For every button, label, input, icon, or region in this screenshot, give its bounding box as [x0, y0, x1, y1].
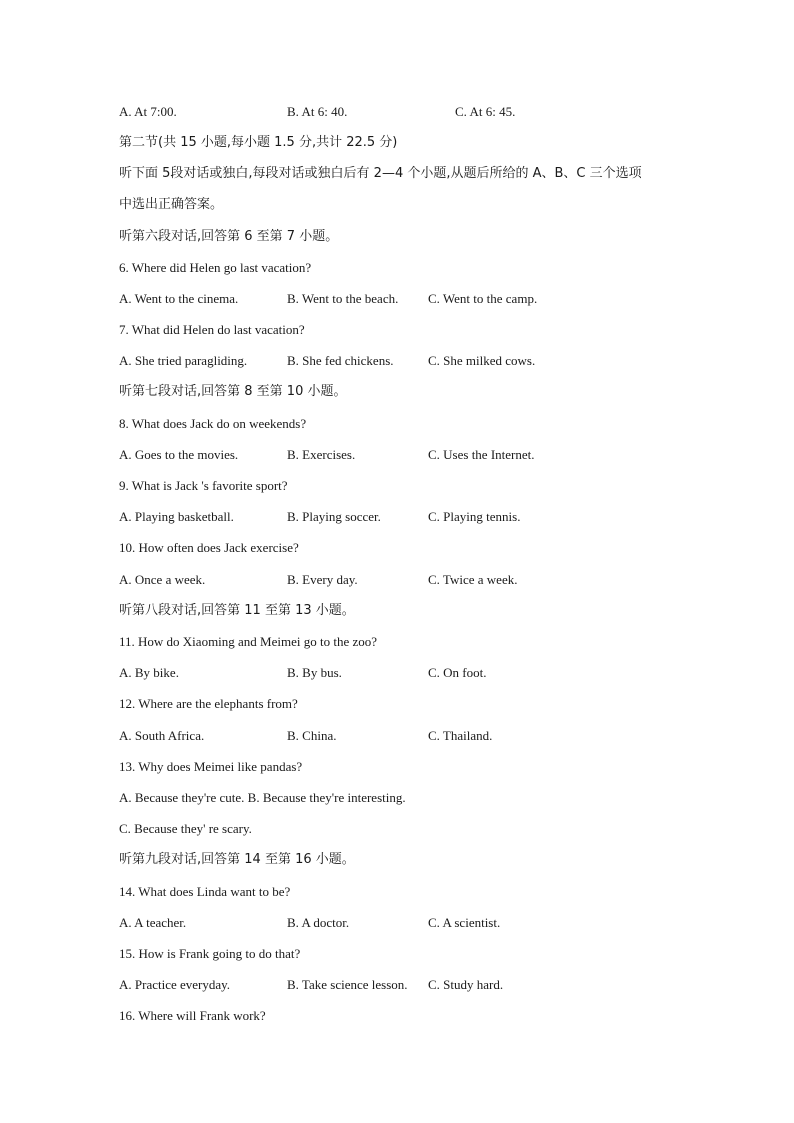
option-a: A. Playing basketball.	[119, 509, 234, 524]
option-c: C. Went to the camp.	[428, 291, 538, 306]
option-c: C. On foot.	[428, 665, 487, 680]
option-a: A. Went to the cinema.	[119, 291, 239, 306]
question-text: 12. Where are the elephants from?	[119, 696, 298, 711]
option-b: B. Take science lesson.	[287, 977, 408, 992]
option-c: C. Twice a week.	[428, 572, 518, 587]
option-b: B. At 6: 40.	[287, 104, 348, 119]
option-c: C. Uses the Internet.	[428, 447, 535, 462]
option-a: A. At 7:00.	[119, 104, 177, 119]
option-b: B. By bus.	[287, 665, 342, 680]
option-b: B. A doctor.	[287, 915, 350, 930]
question-text: 14. What does Linda want to be?	[119, 884, 291, 899]
option-a: A. Once a week.	[119, 572, 206, 587]
option-a: A. A teacher.	[119, 915, 187, 930]
option-a: A. By bike.	[119, 665, 179, 680]
question-text: 7. What did Helen do last vacation?	[119, 322, 305, 337]
option-a: A. She tried paragliding.	[119, 353, 248, 368]
question-text: 11. How do Xiaoming and Meimei go to the zoo?	[119, 634, 378, 649]
option-a: A. Practice everyday.	[119, 977, 231, 992]
option-c: C. At 6: 45.	[455, 104, 516, 119]
option-b: B. She fed chickens.	[287, 353, 394, 368]
question-text: 16. Where will Frank work?	[119, 1008, 266, 1023]
dialogue-heading: 听第九段对话,回答第 14 至第 16 小题。	[119, 852, 355, 867]
option-b: B. Exercises.	[287, 447, 356, 462]
option-b: B. Every day.	[287, 572, 358, 587]
option-line: A. Because they're cute. B. Because they're interesting.	[119, 790, 406, 805]
option-c: C. Study hard.	[428, 977, 504, 992]
option-b: B. Playing soccer.	[287, 509, 381, 524]
instruction-line: 中选出正确答案。	[119, 197, 224, 212]
option-b: B. Went to the beach.	[287, 291, 399, 306]
question-text: 13. Why does Meimei like pandas?	[119, 759, 303, 774]
option-c: C. She milked cows.	[428, 353, 536, 368]
question-text: 6. Where did Helen go last vacation?	[119, 260, 312, 275]
option-a: A. South Africa.	[119, 728, 205, 743]
option-c: C. Thailand.	[428, 728, 493, 743]
option-a: A. Goes to the movies.	[119, 447, 239, 462]
dialogue-heading: 听第六段对话,回答第 6 至第 7 小题。	[119, 229, 339, 244]
dialogue-heading: 听第七段对话,回答第 8 至第 10 小题。	[119, 384, 347, 399]
question-text: 15. How is Frank going to do that?	[119, 946, 301, 961]
question-text: 8. What does Jack do on weekends?	[119, 416, 307, 431]
section-heading: 第二节(共 15 小题,每小题 1.5 分,共计 22.5 分)	[119, 135, 398, 150]
question-text: 10. How often does Jack exercise?	[119, 540, 299, 555]
option-b: B. China.	[287, 728, 337, 743]
instruction-line: 听下面 5段对话或独白,每段对话或独白后有 2—4 个小题,从题后所给的 A、B、C 三个选项	[119, 166, 642, 181]
dialogue-heading: 听第八段对话,回答第 11 至第 13 小题。	[119, 603, 355, 618]
question-text: 9. What is Jack 's favorite sport?	[119, 478, 288, 493]
option-c: C. Playing tennis.	[428, 509, 521, 524]
option-c: C. Because they' re scary.	[119, 821, 252, 836]
option-c: C. A scientist.	[428, 915, 501, 930]
